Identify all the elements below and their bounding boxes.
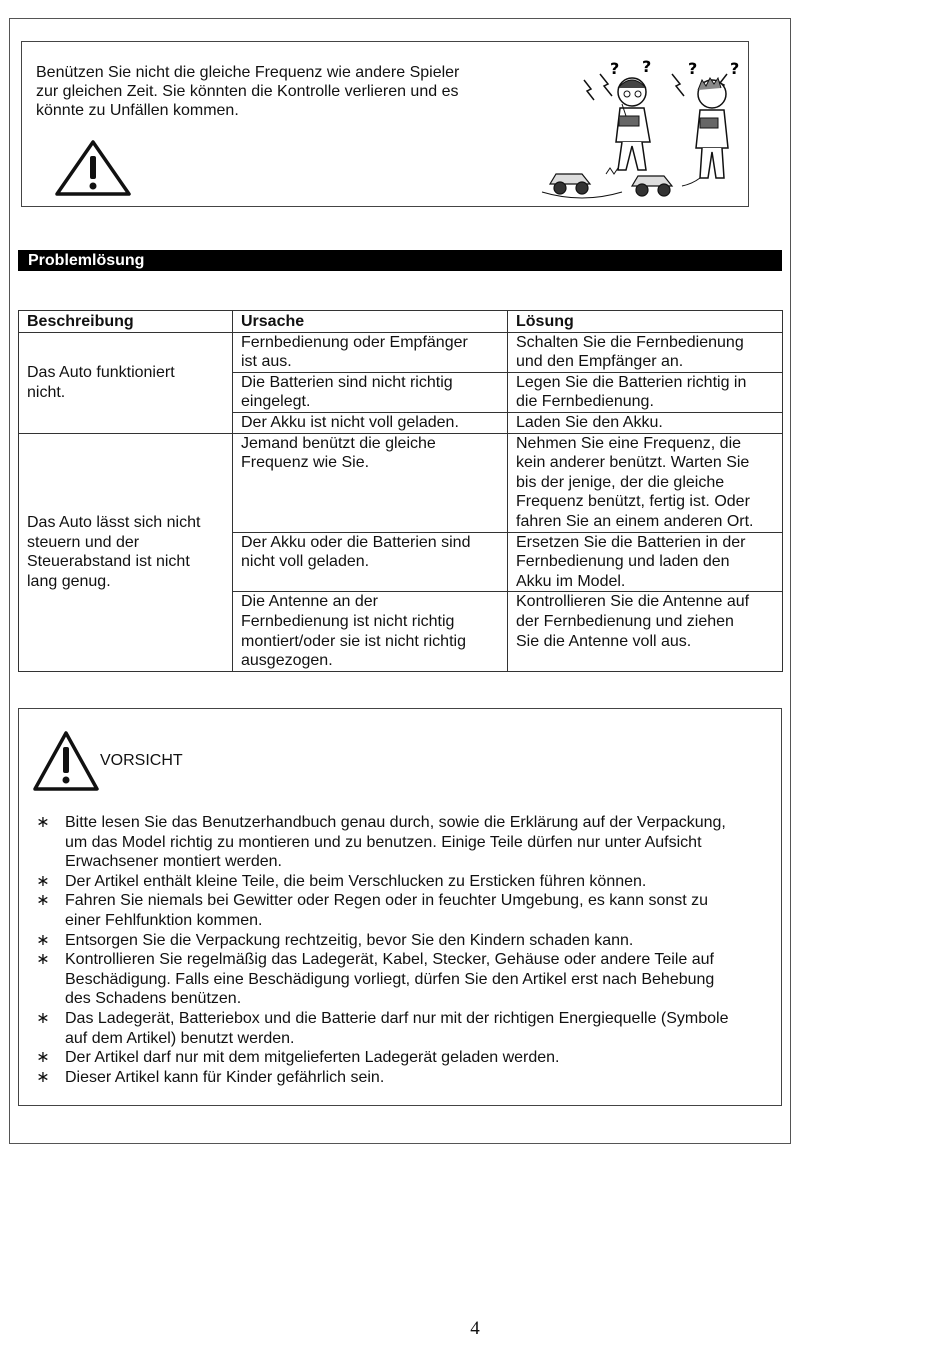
solution-cell xyxy=(508,332,783,372)
warning-line: Benützen Sie nicht die gleiche Frequenz wie andere Spieler xyxy=(36,64,460,81)
cell-line: Schalten Sie die Fernbedienung xyxy=(516,333,744,351)
cell-line: Ersetzen Sie die Batterien in der xyxy=(516,533,746,551)
solution-cell xyxy=(508,532,783,592)
bullet-icon: ∗ xyxy=(36,1009,50,1027)
cell-line: Jemand benützt die gleiche xyxy=(241,434,436,452)
section-title-bar: Problemlösung xyxy=(18,250,782,271)
warning-triangle-icon xyxy=(53,138,133,198)
item-line: einer Fehlfunktion kommen. xyxy=(65,911,263,929)
caution-box xyxy=(18,708,782,1106)
cell-line: kein anderer benützt. Warten Sie xyxy=(516,454,750,472)
caution-triangle-icon xyxy=(31,729,101,793)
cell-line: Das Auto lässt sich nicht xyxy=(27,513,201,531)
svg-text:?: ? xyxy=(642,57,652,76)
caution-item xyxy=(33,1048,773,1068)
header-cause: Ursache xyxy=(233,311,508,333)
item-line: Der Artikel enthält kleine Teile, die beim Verschlucken zu Ersticken führen können. xyxy=(65,872,647,890)
caution-list xyxy=(33,813,773,1087)
cause-cell xyxy=(233,412,508,433)
header-solution: Lösung xyxy=(508,311,783,333)
item-line: Das Ladegerät, Batteriebox und die Batterie darf nur mit der richtigen Energiequelle (Symbole xyxy=(65,1009,729,1027)
cell-line: Die Antenne an der xyxy=(241,593,378,611)
table-header-row xyxy=(19,311,783,333)
bullet-icon: ∗ xyxy=(36,872,50,890)
troubleshooting-table xyxy=(18,310,783,672)
item-line: Erwachsener montiert werden. xyxy=(65,853,282,871)
cell-line: Legen Sie die Batterien richtig in xyxy=(516,373,747,391)
solution-cell xyxy=(508,372,783,412)
bullet-icon: ∗ xyxy=(36,931,50,949)
caution-item xyxy=(33,891,773,930)
cell-line: ist aus. xyxy=(241,353,292,371)
cell-line: Fernbedienung ist nicht richtig xyxy=(241,612,455,630)
caution-item xyxy=(33,931,773,951)
cell-line: und den Empfänger an. xyxy=(516,353,684,371)
cause-cell xyxy=(233,372,508,412)
table-row xyxy=(19,332,783,372)
solution-cell xyxy=(508,433,783,532)
item-line: Der Artikel darf nur mit dem mitgelieferten Ladegerät geladen werden. xyxy=(65,1049,560,1067)
caution-item xyxy=(33,1009,773,1048)
caution-item xyxy=(33,872,773,892)
cell-line: fahren Sie an einem anderen Ort. xyxy=(516,512,754,530)
svg-text:?: ? xyxy=(730,59,740,78)
cell-line: montiert/oder sie ist nicht richtig xyxy=(241,632,466,650)
cause-cell xyxy=(233,592,508,671)
table-row xyxy=(19,433,783,532)
cell-line: nicht. xyxy=(27,383,66,401)
item-line: Beschädigung. Falls eine Beschädigung vorliegt, dürfen Sie den Artikel erst nach Behebung xyxy=(65,970,715,988)
cell-line: lang genug. xyxy=(27,572,111,590)
header-description: Beschreibung xyxy=(19,311,233,333)
warning-line: zur gleichen Zeit. Sie könnten die Kontrolle verlieren und es xyxy=(36,83,459,100)
cause-cell xyxy=(233,532,508,592)
bullet-icon: ∗ xyxy=(36,814,50,831)
cell-line: der Fernbedienung und ziehen xyxy=(516,612,734,630)
caution-item xyxy=(33,813,773,872)
description-cell xyxy=(19,433,233,671)
cell-line: Die Batterien sind nicht richtig xyxy=(241,373,453,391)
cell-line: Frequenz wie Sie. xyxy=(241,454,370,472)
warning-line: könnte zu Unfällen kommen. xyxy=(36,102,239,119)
cell-line: Laden Sie den Akku. xyxy=(516,413,663,431)
bullet-icon: ∗ xyxy=(36,892,50,910)
caution-item xyxy=(33,950,773,1009)
cell-line: nicht voll geladen. xyxy=(241,553,370,571)
frequency-warning-box xyxy=(21,41,749,207)
caution-title: VORSICHT xyxy=(100,752,183,769)
caution-item xyxy=(33,1068,773,1088)
cell-line: Frequenz benützt, fertig ist. Oder xyxy=(516,493,750,511)
item-line: Dieser Artikel kann für Kinder gefährlich sein. xyxy=(65,1068,385,1086)
bullet-icon: ∗ xyxy=(36,1068,50,1086)
solution-cell xyxy=(508,592,783,671)
solution-cell xyxy=(508,412,783,433)
cell-line: Fernbedienung und laden den xyxy=(516,553,730,571)
frequency-warning-text xyxy=(36,63,506,120)
svg-text:?: ? xyxy=(688,59,698,78)
svg-text:?: ? xyxy=(610,59,620,78)
cell-line: Das Auto funktioniert xyxy=(27,363,175,381)
cause-cell xyxy=(233,332,508,372)
cell-line: Fernbedienung oder Empfänger xyxy=(241,333,468,351)
cell-line: Steuerabstand ist nicht xyxy=(27,553,190,571)
item-line: Entsorgen Sie die Verpackung rechtzeitig, bevor Sie den Kindern schaden kann. xyxy=(65,931,634,949)
cell-line: bis der jenige, der die gleiche xyxy=(516,473,725,491)
cell-line: die Fernbedienung. xyxy=(516,393,654,411)
cell-line: Akku im Model. xyxy=(516,572,626,590)
cell-line: Nehmen Sie eine Frequenz, die xyxy=(516,434,742,452)
item-line: Fahren Sie niemals bei Gewitter oder Regen oder in feuchter Umgebung, es kann sonst zu xyxy=(65,892,709,910)
cause-cell xyxy=(233,433,508,532)
item-line: Kontrollieren Sie regelmäßig das Ladegerät, Kabel, Stecker, Gehäuse oder andere Teile auf xyxy=(65,951,714,969)
item-line: auf dem Artikel) benutzt werden. xyxy=(65,1029,295,1047)
cell-line: eingelegt. xyxy=(241,393,311,411)
cell-line: steuern und der xyxy=(27,533,140,551)
cell-line: ausgezogen. xyxy=(241,652,333,670)
bullet-icon: ∗ xyxy=(36,1049,50,1067)
cell-line: Der Akku ist nicht voll geladen. xyxy=(241,413,459,431)
page-number: 4 xyxy=(470,1318,480,1339)
item-line: des Schadens benützen. xyxy=(65,990,242,1008)
cell-line: Sie die Antenne voll aus. xyxy=(516,632,692,650)
cell-line: Kontrollieren Sie die Antenne auf xyxy=(516,593,750,611)
item-line: Bitte lesen Sie das Benutzerhandbuch genau durch, sowie die Erklärung auf der Verpackung, xyxy=(65,814,726,831)
description-cell xyxy=(19,332,233,433)
children-rc-cars-illustration xyxy=(522,52,744,204)
bullet-icon: ∗ xyxy=(36,951,50,969)
item-line: um das Model richtig zu montieren und zu benutzen. Einige Teile dürfen nur unter Aufsicht xyxy=(65,833,702,851)
cell-line: Der Akku oder die Batterien sind xyxy=(241,533,471,551)
